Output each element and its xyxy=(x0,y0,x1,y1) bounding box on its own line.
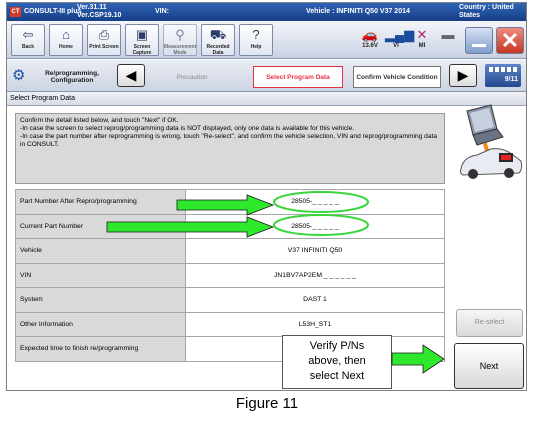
laptop-icon xyxy=(467,105,503,145)
row-label: Current Part Number xyxy=(16,214,186,239)
device-status xyxy=(437,27,459,43)
measurement-mode-button[interactable]: ⚲ Measurement Mode xyxy=(163,24,197,56)
version-line2: Ver.CSP19.10 xyxy=(77,12,122,19)
instruction-line: -In case the part number after reprogramming is wrong, touch "Re-select", and confirm the vehicle selection, VIN and reprog/programming data in CONSULT. xyxy=(20,133,437,148)
toolbar xyxy=(7,21,526,59)
home-button[interactable]: ⌂ Home xyxy=(49,24,83,56)
triangle-left-icon: ◀ xyxy=(125,67,137,83)
device-icon: ▬ xyxy=(441,27,455,42)
battery-voltage-status: 🚗 13.6V xyxy=(359,27,381,49)
row-value: DAST 1 xyxy=(186,288,445,313)
step-forward-button[interactable] xyxy=(449,64,477,87)
instruction-line: -In case the screen to select reprog/programming data is NOT displayed, only one data is available for this vehicle. xyxy=(20,125,355,132)
recorded-data-icon: ⛟ xyxy=(209,27,227,42)
country-line2: States xyxy=(459,12,481,19)
consult-logo-icon: CT xyxy=(11,9,20,15)
vi-status: ▂▄▆ VI xyxy=(385,27,415,49)
annotation-callout: Verify P/Ns above, then select Next xyxy=(282,335,392,389)
signal-icon: ▂▄▆ xyxy=(385,27,415,42)
help-button[interactable]: ? Help xyxy=(239,24,273,56)
triangle-right-icon: ▶ xyxy=(457,67,469,83)
title-bar xyxy=(7,3,526,21)
mi-status: ✕ MI xyxy=(411,27,433,49)
next-button[interactable]: Next xyxy=(454,343,524,389)
section-title: Select Program Data xyxy=(7,92,526,106)
recorded-data-button[interactable]: ⛟ Recorded Data xyxy=(201,24,235,56)
row-value: V37 INFINITI Q50 xyxy=(186,239,445,264)
close-icon: ✕ xyxy=(500,28,520,53)
car-icon: 🚗 xyxy=(361,27,379,42)
row-label: Part Number After Repro/programming xyxy=(16,190,186,215)
minimize-button[interactable] xyxy=(465,27,493,54)
instructions-panel xyxy=(15,113,445,184)
row-label: Vehicle xyxy=(16,239,186,264)
reselect-button[interactable]: Re-select xyxy=(456,309,523,337)
disconnected-icon: ✕ xyxy=(416,27,428,42)
step-navigation-bar xyxy=(7,60,526,92)
row-label: Other Information xyxy=(16,312,186,337)
step-precaution: Precaution xyxy=(176,73,208,81)
table-row xyxy=(16,239,445,264)
row-label: System xyxy=(16,288,186,313)
page-counter: 9/11 xyxy=(485,64,521,87)
back-button[interactable]: ⇦ Back xyxy=(11,24,45,56)
country-line1: Country : United xyxy=(459,4,514,11)
app-name: CONSULT-III plus xyxy=(24,8,82,15)
table-row xyxy=(16,312,445,337)
progress-blocks xyxy=(489,67,517,72)
table-row xyxy=(16,190,445,215)
step-confirm-vehicle: Confirm Vehicle Condition xyxy=(353,66,441,88)
vehicle-connection-illustration xyxy=(447,103,525,183)
row-value: L53H_ST1 xyxy=(186,312,445,337)
table-row xyxy=(16,263,445,288)
close-button[interactable] xyxy=(496,27,524,54)
row-value: JN1BV7AP2EM _ _ _ _ _ _ xyxy=(186,263,445,288)
table-row xyxy=(16,288,445,313)
camera-icon: ▣ xyxy=(135,27,149,42)
consult-window xyxy=(6,2,527,391)
print-screen-button[interactable]: ⎙ Print Screen xyxy=(87,24,121,56)
wrench-icon: ⚙ xyxy=(12,67,26,84)
home-icon: ⌂ xyxy=(62,27,70,42)
vin-label: VIN: xyxy=(155,8,169,15)
help-icon: ? xyxy=(252,27,260,42)
current-mode-label: Re/programming, Configuration xyxy=(45,70,99,84)
measurement-icon: ⚲ xyxy=(175,27,185,42)
step-select-program-data: Select Program Data xyxy=(253,66,343,88)
printer-icon: ⎙ xyxy=(98,27,110,42)
back-arrow-icon: ⇦ xyxy=(22,27,34,42)
row-label: Expected time to finish re/programming xyxy=(16,337,186,362)
row-label: VIN xyxy=(16,263,186,288)
screen-capture-button[interactable]: ▣ Screen Capture xyxy=(125,24,159,56)
row-value: 28505-_ _ _ _ _ xyxy=(186,190,445,215)
instruction-line: Confirm the detail listed below, and touch "Next" if OK. xyxy=(20,117,179,124)
figure-caption: Figure 11 xyxy=(235,395,299,412)
version-line1: Ver.31.11 xyxy=(77,4,107,11)
row-value: 28505-_ _ _ _ _ xyxy=(186,214,445,239)
table-row xyxy=(16,214,445,239)
minimize-icon xyxy=(472,44,486,47)
vehicle-label: Vehicle : INFINITI Q50 V37 2014 xyxy=(306,8,410,15)
step-back-button[interactable] xyxy=(117,64,145,87)
car-icon xyxy=(460,149,521,179)
